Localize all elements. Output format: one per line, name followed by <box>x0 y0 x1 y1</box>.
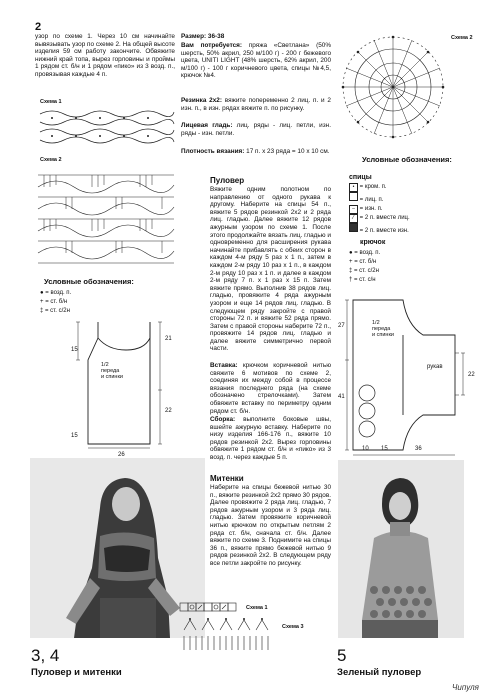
bottom-scheme3-label: Схема 3 <box>282 624 304 630</box>
p2tog-icon <box>349 223 358 232</box>
right-dim-b1: 10 <box>362 446 369 452</box>
left-dim-side: 21 <box>165 336 172 342</box>
materials-text: Вам потребуется: пряжа «Светлана» (50% шерсть, 50% акрил, 250 м/100 г) - 200 г бежевого цвета, UNITI LIGHT (48% шерсть, 62% акрил, 200 м/100 г) - 100 г коричневого цвета, спицы №4,5, крючок №4. <box>181 42 332 80</box>
left-dim-top: 15 <box>71 347 78 353</box>
caption-right-name: Зеленый пуловер <box>337 667 422 678</box>
legend-left-item: + = ст. б/н <box>40 299 68 305</box>
caption-left-number: 3, 4 <box>31 646 60 665</box>
legend-left-list <box>40 289 71 316</box>
right-dim-right: 22 <box>468 372 475 378</box>
pullover-title: Пуловер <box>210 176 245 185</box>
size-text: Размер: 36-38 <box>181 33 225 40</box>
hook-legend-item: + = ст. б/н <box>349 259 377 265</box>
left-dim-bottom: 26 <box>118 452 125 458</box>
bottom-scheme1-chart <box>180 603 238 613</box>
legend-left-title: Условные обозначения: <box>44 277 134 286</box>
stockinette-text: Лицевая гладь: лиц. ряды - лиц. петли, изн. ряды - изн. петли. <box>181 122 331 137</box>
needles-title: спицы <box>349 174 372 181</box>
motif-chart <box>338 32 448 142</box>
hook-title: крючок <box>360 239 386 246</box>
bottom-scheme1-label: Схема 1 <box>246 605 268 611</box>
sc-symbol-icon: + <box>349 259 353 265</box>
pullover-text: Вяжите одним полотном по направлению от одного рукава к другому. Наберите на спицы 54 п., вяжите 5 рядов резинкой 2х2 и 2 ряда лиц. гладью. Далее вяжите 12 рядов ажурным узором по схеме 1. После этого продолжайте вязать лиц. гладью и одновременно для расширения рукава начинайте прибавлять с обеих сторон в каждом 4-м ряду 5 раз х 1 п., затем в каждом 2-м ряду 10 раз х 1 п., в каждом 2-м ряду 10 раз х 1 п. и далее в каждом 2-м ряду 7 п. х 1 раз х 15 п. Затем вяжите прямо. Выполнив 38 рядов лиц. гладью, провяжите 4 ряда ажурным узором и еще 14 рядов лиц. гладью. В следующем ряду закройте с правой стороны 72 п. и вяжите 52 ряда прямо. Затем с правой стороны наберите 72 п., провяжите 14 рядов лиц. гладью и далее вяжите симметрично первой части. <box>210 186 331 353</box>
sc-symbol-icon: + <box>40 299 44 305</box>
edge-stitch-icon: • <box>349 183 358 192</box>
scheme2-chart <box>36 167 176 267</box>
scheme2-label: Схема 2 <box>40 157 62 163</box>
purl-stitch-icon: – <box>349 205 358 214</box>
left-dim-mid: 22 <box>165 408 172 414</box>
hook-legend-item: † = ст. с/н <box>349 277 376 283</box>
left-intro-text: узор по схеме 1. Через 10 см начинайте вывязывать узор по схеме 2. На общей высоте изделия 59 см работу закончите. Обвяжите нижний край топа, вырез горловины и проймы 1 рядом ст. б/н и 1 рядом «пико» из 3 возд. п., провязывая каждые 4 п. <box>35 33 175 78</box>
left-front-label: 1/2 переда и спинки <box>101 362 123 380</box>
dc-symbol-icon: † <box>349 277 353 283</box>
right-pattern-drawing <box>345 295 485 460</box>
needles-legend <box>349 183 410 236</box>
dc2-symbol-icon: ‡ <box>349 268 353 274</box>
photo-green-pullover <box>338 460 464 638</box>
left-pattern-drawing <box>68 320 168 450</box>
right-front-label: 1/2 переда и спинки <box>372 320 394 338</box>
page-number: 2 <box>35 21 42 33</box>
legend-left-item: ● = возд. п. <box>40 290 72 296</box>
left-dim-lower: 15 <box>71 433 78 439</box>
right-dim-b3: 36 <box>415 446 422 452</box>
needles-legend-item: = лиц. п. <box>349 192 410 205</box>
k2tog-icon: ⁄ <box>349 214 358 223</box>
scheme1-chart <box>38 108 176 148</box>
caption-left-name: Пуловер и митенки <box>31 667 122 678</box>
right-sleeve-label: рукав <box>427 364 443 370</box>
rib-text: Резинка 2х2: вяжите попеременно 2 лиц. п. и 2 изн. п., в изн. рядах вяжите п. по рисунку. <box>181 97 331 112</box>
insert-text: Вставка: крючком коричневой нитью свяжите 6 мотивов по схеме 2, соединяя их между собой в процессе вязания последнего ряда (на схеме обозначено стрелочками). Затем обвяжите вставку по периметру одним рядом ст. б/н. <box>210 362 331 415</box>
knit-stitch-icon <box>349 192 358 201</box>
hook-legend <box>349 249 380 285</box>
photo-pullover-mittens <box>30 458 205 638</box>
watermark: Чипуля <box>452 683 479 692</box>
hook-legend-item: ● = возд. п. <box>349 250 381 256</box>
needles-legend-item: ⁄ = 2 п. вместе лиц. <box>349 214 410 223</box>
hook-legend-item: ‡ = ст. с/2н <box>349 268 379 274</box>
scheme1-label: Схема 1 <box>40 99 62 105</box>
chain-symbol-icon: ● <box>40 290 44 296</box>
right-dim-top: 27 <box>338 323 345 329</box>
bottom-scheme3-chart <box>180 616 280 654</box>
scheme2-right-label: Схема 2 <box>451 35 473 41</box>
density-text: Плотность вязания: 17 п. х 23 ряда = 10 х 10 см. <box>181 148 330 155</box>
right-dim-mid: 41 <box>338 394 345 400</box>
mittens-text: Наберите на спицы бежевой нитью 30 п., вяжите резинкой 2х2 прямо 30 рядов. Далее провяжите 2 ряда лиц. гладью, 7 рядов ажурным узором и 3 ряда лиц. гладью. Затем провяжите коричневой нитью крючком по открытым петлям 2 ряда ст. б/н, сначала ст. б/н. Далее вяжите по схеме 3. Поднимите на спицы 36 п., вяжите прямо бежевой нитью 9 рядов резинкой 2х2. В следующем ряду все петли закройте по рисунку. <box>210 484 331 567</box>
legend-left-item: ‡ = ст. с/2н <box>40 308 70 314</box>
needles-legend-item: – = изн. п. <box>349 205 410 214</box>
mittens-title: Митенки <box>210 474 244 483</box>
legend-right-title: Условные обозначения: <box>362 155 452 164</box>
chain-symbol-icon: ● <box>349 250 353 256</box>
assembly-text: Сборка: выполните боковые швы, вшейте ажурную вставку. Наберите по низу изделия 166-176 п., вяжите 10 рядов резинкой 2х2. Вырез горловины обвяжите 1 рядом ст. б/н и «пико» из 3 возд. п. через каждые 5 п. <box>210 416 331 461</box>
needles-legend-item: = 2 п. вместе изн. <box>349 223 410 236</box>
dc2-symbol-icon: ‡ <box>40 308 44 314</box>
right-dim-b2: 15 <box>381 446 388 452</box>
needles-legend-item: • = кром. п. <box>349 183 410 192</box>
caption-right-number: 5 <box>337 646 347 665</box>
